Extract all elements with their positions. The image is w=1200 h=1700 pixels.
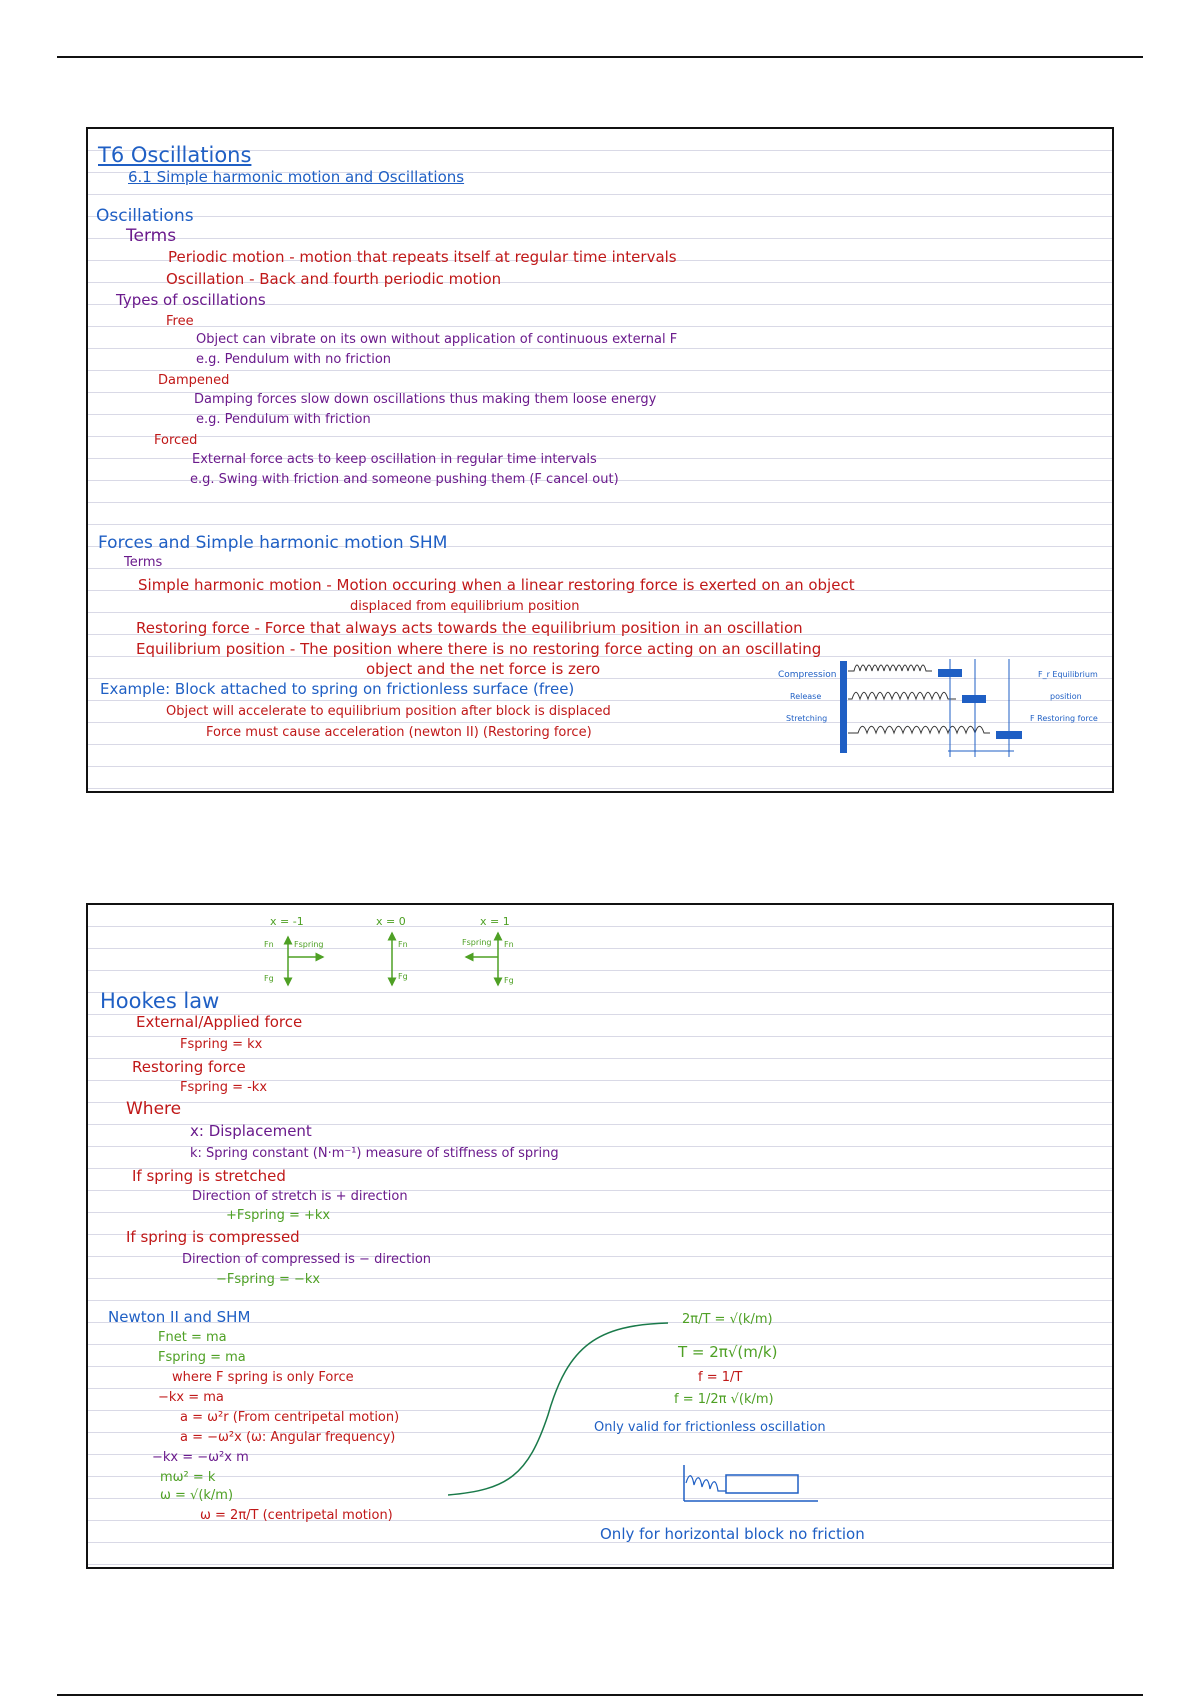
top-rule (57, 56, 1143, 58)
newton-line-10: ω = 2π/T (centripetal motion) (200, 1508, 393, 1523)
compressed-heading: If spring is compressed (126, 1228, 300, 1246)
example-line-2: Force must cause acceleration (newton II) (Restoring force) (206, 725, 592, 740)
damped-heading: Dampened (158, 373, 230, 388)
term-restoring-force: Restoring force - Force that always acts towards the equilibrium position in an oscillation (136, 619, 803, 637)
restoring-force-heading: Restoring force (132, 1058, 246, 1076)
page-title: T6 Oscillations (98, 143, 252, 167)
free-definition: Object can vibrate on its own without application of continuous external F (196, 332, 678, 347)
newton-line-7: −kx = −ω²x m (152, 1450, 249, 1465)
spring-compressed (848, 665, 932, 671)
bottom-rule (57, 1694, 1143, 1696)
terms-heading: Terms (126, 226, 177, 246)
svg-text:Fn: Fn (504, 940, 514, 949)
right-equation-2: T = 2π√(m/k) (678, 1343, 778, 1361)
newton-line-1: Fnet = ma (158, 1330, 227, 1345)
svg-text:Fspring: Fspring (294, 940, 324, 949)
newton-line-9: ω = √(k/m) (160, 1488, 234, 1503)
right-equation-1: 2π/T = √(k/m) (682, 1312, 773, 1327)
block-release (962, 695, 986, 703)
label-position: position (1050, 692, 1082, 701)
term-shm-continued: displaced from equilibrium position (350, 599, 580, 614)
connector-curve (448, 1315, 678, 1515)
term-periodic-motion: Periodic motion - motion that repeats itself at regular time intervals (168, 248, 677, 266)
svg-text:Fg: Fg (264, 974, 274, 983)
external-force-heading: External/Applied force (136, 1013, 303, 1031)
right-equation-4: f = 1/2π √(k/m) (674, 1392, 774, 1407)
forced-example: e.g. Swing with friction and someone pushing them (F cancel out) (190, 472, 619, 487)
label-x-0: x = 0 (376, 915, 406, 928)
example-line-1: Object will accelerate to equilibrium position after block is displaced (166, 704, 611, 719)
term-shm: Simple harmonic motion - Motion occuring when a linear restoring force is exerted on an object (138, 576, 855, 594)
label-restoring-force: F Restoring force (1030, 714, 1098, 723)
section-heading-newton-shm: Newton II and SHM (108, 1308, 251, 1326)
newton-line-6: a = −ω²x (ω: Angular frequency) (180, 1430, 396, 1445)
spring-block-diagram (778, 659, 1108, 769)
newton-line-3: where F spring is only Force (172, 1370, 354, 1385)
damped-example: e.g. Pendulum with friction (196, 412, 371, 427)
horizontal-block-sketch (682, 1465, 822, 1505)
newton-line-2: Fspring = ma (158, 1350, 246, 1365)
label-x-1: x = 1 (480, 915, 510, 928)
label-stretching: Stretching (786, 714, 828, 723)
page-subtitle: 6.1 Simple harmonic motion and Oscillations (128, 168, 465, 186)
section-heading-hookes-law: Hookes law (100, 989, 220, 1013)
label-equilibrium: F_r Equilibrium (1038, 670, 1098, 679)
external-force-equation: Fspring = kx (180, 1037, 263, 1052)
svg-text:Fn: Fn (398, 940, 408, 949)
forced-heading: Forced (154, 433, 198, 448)
displacement-definition: x: Displacement (190, 1122, 312, 1140)
svg-text:Fspring: Fspring (462, 938, 492, 947)
term-equilibrium-continued: object and the net force is zero (366, 660, 601, 678)
newton-line-8: mω² = k (160, 1470, 216, 1485)
svg-text:Fg: Fg (398, 972, 408, 981)
free-example: e.g. Pendulum with no friction (196, 352, 392, 367)
section-heading-oscillations: Oscillations (96, 206, 194, 226)
svg-text:Fg: Fg (504, 976, 514, 985)
notes-page-1 (86, 127, 1114, 793)
right-equation-3: f = 1/T (698, 1370, 743, 1385)
compressed-direction: Direction of compressed is − direction (182, 1252, 432, 1267)
spring-constant-definition: k: Spring constant (N·m⁻¹) measure of stiffness of spring (190, 1146, 559, 1161)
label-x-neg1: x = -1 (270, 915, 304, 928)
stretched-equation: +Fspring = +kx (226, 1208, 331, 1223)
term-oscillation: Oscillation - Back and fourth periodic motion (166, 270, 502, 288)
free-heading: Free (166, 314, 194, 329)
svg-text:Fn: Fn (264, 940, 274, 949)
newton-line-5: a = ω²r (From centripetal motion) (180, 1410, 400, 1425)
shm-terms-heading: Terms (124, 555, 163, 570)
spring-stretched (848, 726, 990, 733)
horizontal-block-note: Only for horizontal block no friction (600, 1525, 865, 1543)
frictionless-note: Only valid for frictionless oscillation (594, 1420, 826, 1435)
types-heading: Types of oscillations (116, 291, 266, 309)
newton-line-4: −kx = ma (158, 1390, 224, 1405)
example-heading: Example: Block attached to spring on frictionless surface (free) (100, 680, 575, 698)
section-heading-shm: Forces and Simple harmonic motion SHM (98, 533, 448, 553)
stretched-direction: Direction of stretch is + direction (192, 1189, 408, 1204)
forced-definition: External force acts to keep oscillation in regular time intervals (192, 452, 597, 467)
term-equilibrium-position: Equilibrium position - The position where there is no restoring force acting on an oscillating (136, 640, 822, 658)
restoring-force-equation: Fspring = -kx (180, 1080, 268, 1095)
spring-release (848, 692, 956, 699)
label-compression: Compression (778, 670, 837, 680)
damped-definition: Damping forces slow down oscillations thus making them loose energy (194, 392, 657, 407)
force-diagram (248, 913, 528, 995)
where-heading: Where (126, 1099, 182, 1119)
label-release: Release (790, 692, 822, 701)
stretched-heading: If spring is stretched (132, 1167, 286, 1185)
compressed-equation: −Fspring = −kx (216, 1272, 321, 1287)
wall (840, 661, 847, 753)
notes-page-2 (86, 903, 1114, 1569)
